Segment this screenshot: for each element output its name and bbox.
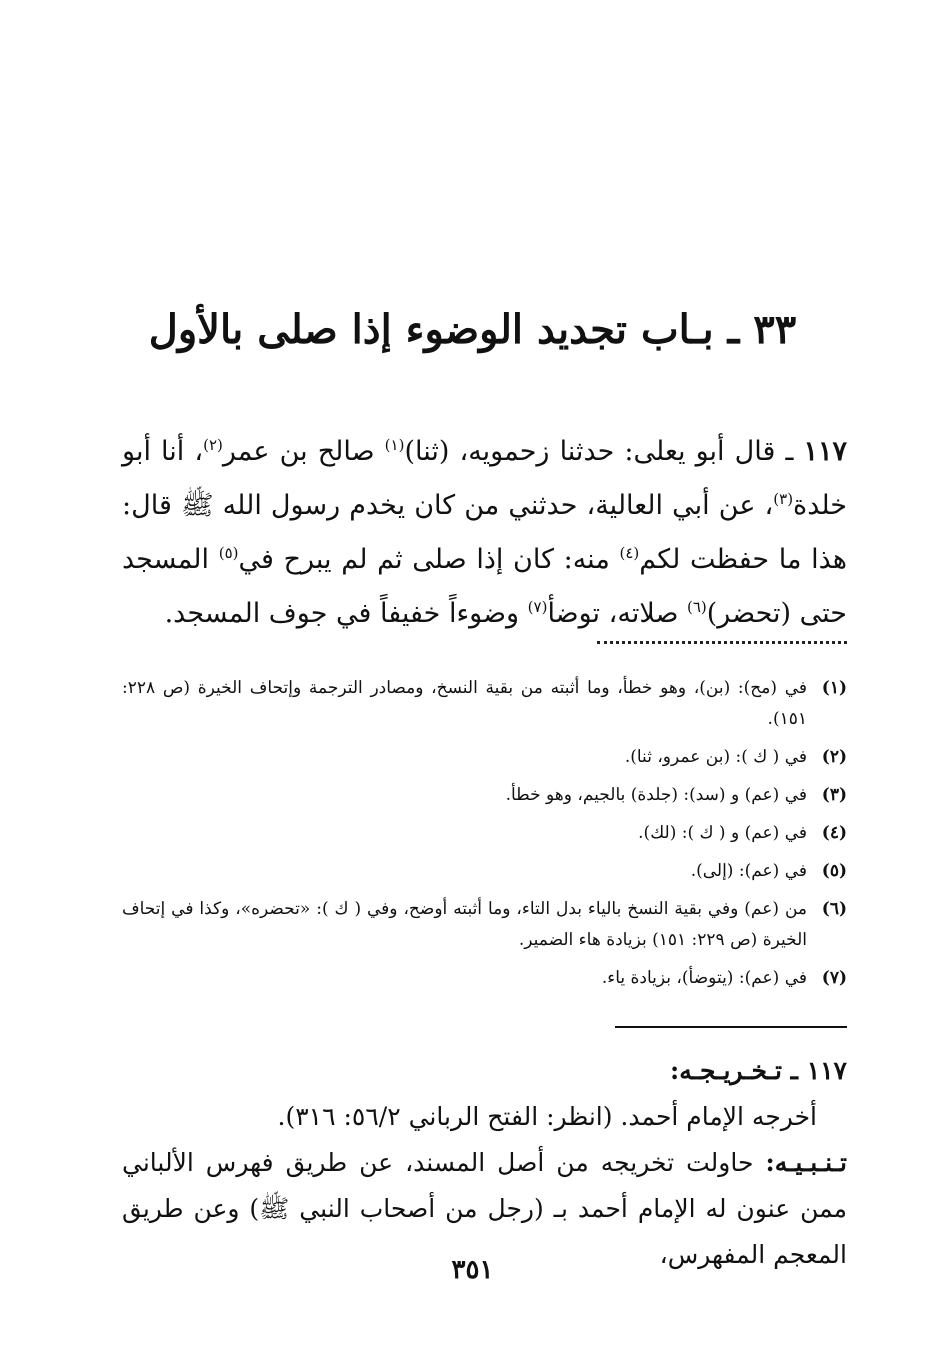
hadith-part-7: صلاته، توضأ bbox=[547, 598, 687, 629]
footnote-text: من (عم) وفي بقية النسخ بالياء بدل التاء، وما أثبته أوضح، وفي ( ك ): «تحضره»، وكذا في إتحاف الخيرة (ص ٢٢٩: ١٥١) بزيادة هاء الضمير. bbox=[122, 899, 807, 950]
page-number: ٣٥١ bbox=[451, 1255, 494, 1285]
footnotes-list bbox=[122, 673, 847, 1001]
hadith-part-6: المسجد حتى (تحضر) bbox=[122, 544, 847, 629]
takhrij-heading: ١١٧ ـ تـخـريـجـه: bbox=[670, 1056, 847, 1085]
hadith-part-3: ، أنا أبو خلدة bbox=[122, 436, 847, 521]
footnote-number: (١) bbox=[821, 678, 847, 698]
footnote-ref-1: (١) bbox=[384, 436, 405, 454]
footnote-number: (٢) bbox=[821, 747, 847, 767]
footnote-text: في (عم) و ( ك ): (لك). bbox=[638, 823, 807, 843]
footnote-ref-2: (٢) bbox=[203, 436, 223, 454]
hadith-number: ١١٧ bbox=[803, 436, 847, 467]
note-text: حاولت تخريجه من أصل المسند، عن طريق فهرس الألباني ممن عنون له الإمام أحمد بـ (رجل من أصحاب النبي ﷺ) وعن طريق المعجم المفهرس، bbox=[122, 1148, 847, 1269]
hadith-part-1: ـ قال أبو يعلى: حدثنا زحمويه، (ثنا) bbox=[404, 436, 794, 467]
footnote bbox=[122, 780, 847, 811]
footnote bbox=[122, 673, 847, 735]
footnote-number: (٦) bbox=[821, 899, 847, 919]
footnote bbox=[122, 963, 847, 994]
footnote-ref-3: (٣) bbox=[773, 490, 794, 508]
footnote bbox=[122, 856, 847, 887]
takhrij-section bbox=[122, 1048, 847, 1278]
footnote-ref-5: (٥) bbox=[218, 544, 239, 562]
footnote-number: (٧) bbox=[821, 968, 847, 988]
footnote bbox=[122, 742, 847, 773]
hadith-part-4: ، عن أبي العالية، حدثني من كان يخدم رسول الله ﷺ قال: هذا ما حفظت لكم bbox=[122, 490, 847, 575]
footnote-text: في (عم) و (سد): (جلدة) بالجيم، وهو خطأ. bbox=[505, 785, 807, 805]
takhrij-text: أخرجه الإمام أحمد. (انظر: الفتح الرباني ٥٦/٢: ٣١٦). bbox=[277, 1102, 817, 1131]
footnote-ref-4: (٤) bbox=[619, 544, 640, 562]
section-separator bbox=[615, 1026, 847, 1028]
footnote-text: في ( ك ): (بن عمرو، ثنا). bbox=[624, 747, 807, 767]
footnote-number: (٥) bbox=[821, 861, 847, 881]
hadith-part-8: وضوءاً خفيفاً في جوف المسجد. bbox=[164, 598, 528, 629]
footnote-text: في (عم): (يتوضأ)، بزيادة ياء. bbox=[601, 968, 807, 988]
footnote-ref-6: (٦) bbox=[686, 598, 707, 616]
footnote-number: (٣) bbox=[821, 785, 847, 805]
note-label: تـنـبـيـه: bbox=[765, 1148, 847, 1177]
chapter-title: ٣٣ ـ بـاب تجديد الوضوء إذا صلى بالأول bbox=[148, 306, 797, 353]
hadith-part-5: منه: كان إذا صلى ثم لم يبرح في bbox=[238, 544, 620, 575]
footnote-text: في (عم): (إلى). bbox=[690, 861, 807, 881]
footnote bbox=[122, 894, 847, 956]
dotted-divider bbox=[597, 641, 847, 644]
footnote-text: في (مح): (بن)، وهو خطأ، وما أثبته من بقية النسخ، ومصادر الترجمة وإتحاف الخيرة (ص ٢٢٨: ١٥١). bbox=[122, 678, 807, 729]
footnote bbox=[122, 818, 847, 849]
hadith-text bbox=[122, 425, 847, 641]
footnote-number: (٤) bbox=[821, 823, 847, 843]
footnote-ref-7: (٧) bbox=[527, 598, 548, 616]
hadith-part-2: صالح بن عمر bbox=[222, 436, 385, 467]
